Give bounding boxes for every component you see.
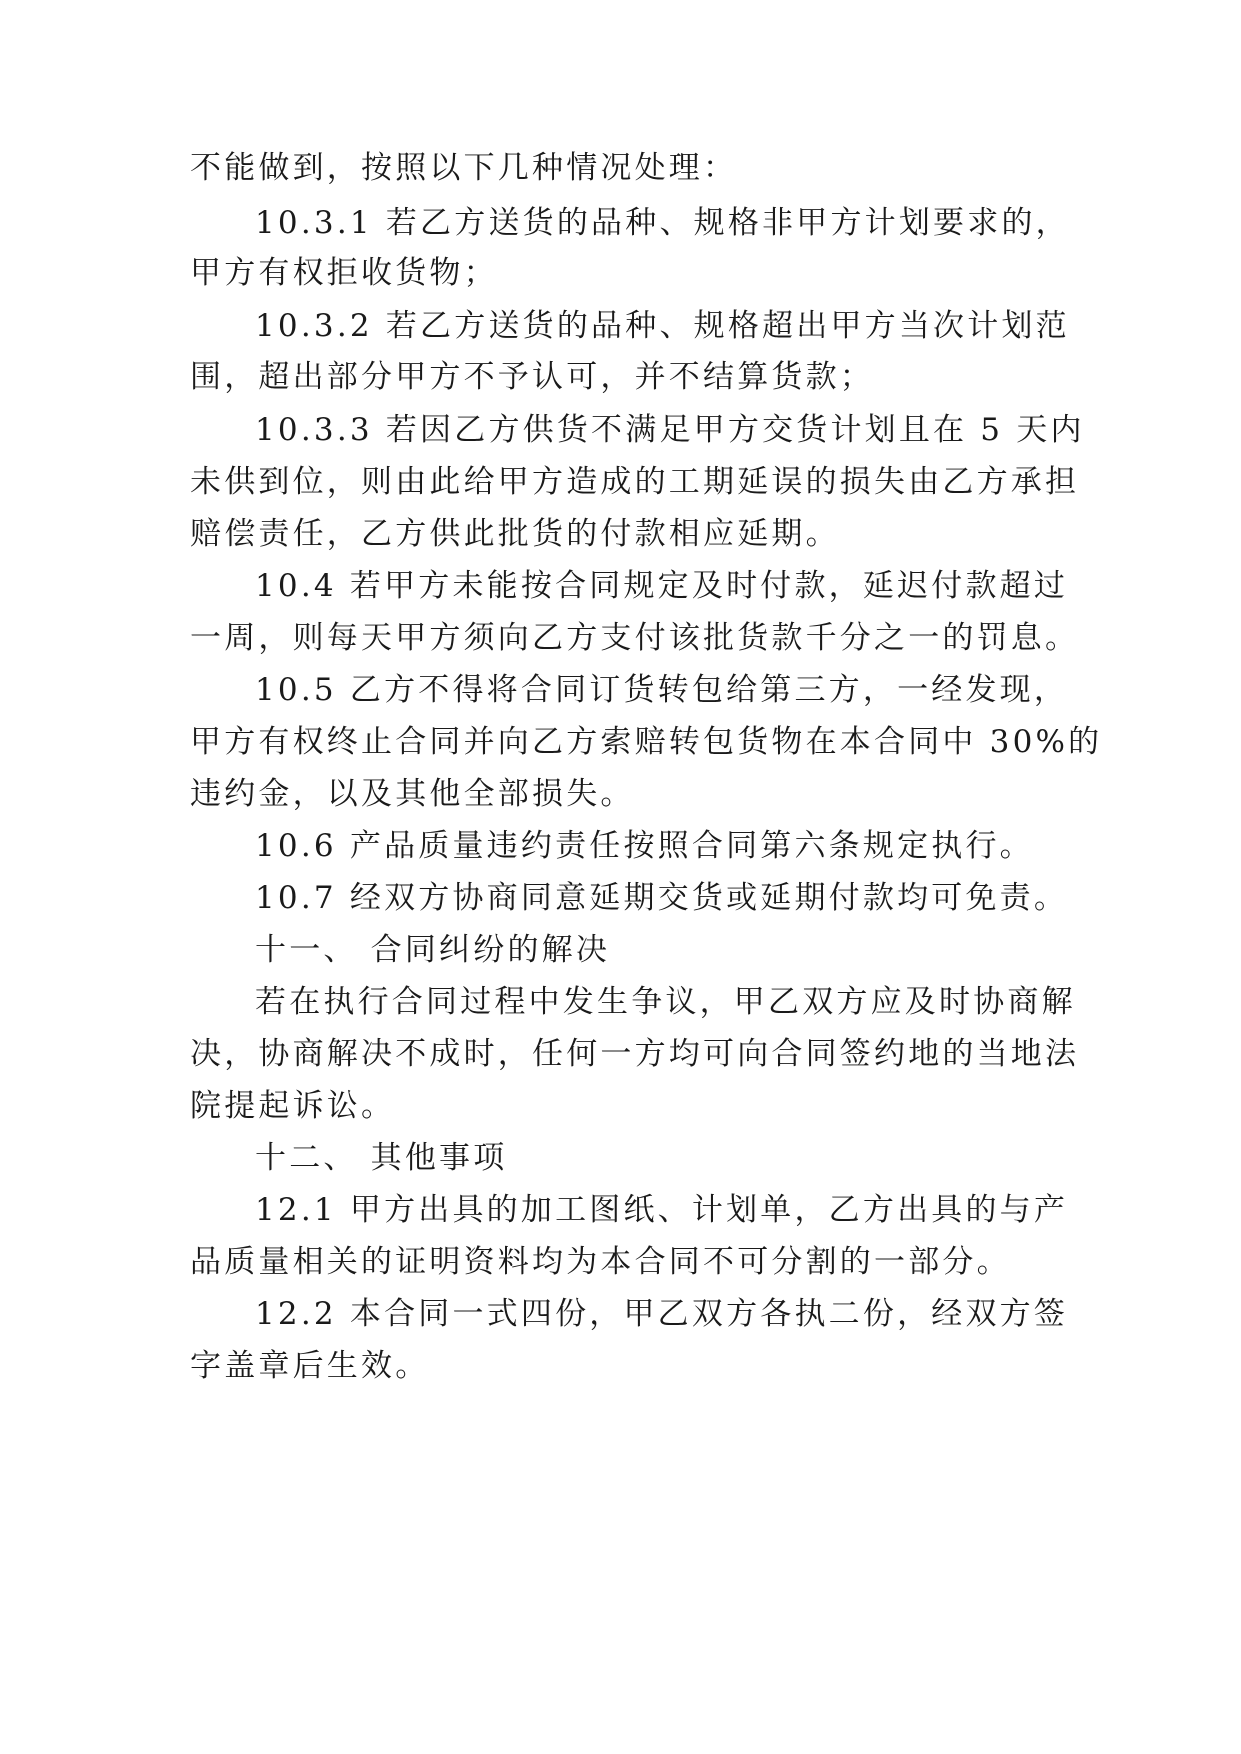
text-line: 10.3.3 若因乙方供货不满足甲方交货计划且在 5 天内 (255, 412, 1085, 448)
text-line: 10.5 乙方不得将合同订货转包给第三方，一经发现， (255, 672, 1069, 708)
section-heading: 十一、 合同纠纷的解决 (255, 932, 611, 968)
text-line: 12.1 甲方出具的加工图纸、计划单，乙方出具的与产 (255, 1192, 1069, 1228)
text-line: 若在执行合同过程中发生争议，甲乙双方应及时协商解 (255, 984, 1076, 1020)
text-line: 10.4 若甲方未能按合同规定及时付款，延迟付款超过 (255, 568, 1069, 604)
section-heading: 十二、 其他事项 (255, 1140, 508, 1176)
text-line: 未供到位，则由此给甲方造成的工期延误的损失由乙方承担 (190, 464, 1080, 500)
text-line: 甲方有权拒收货物； (190, 255, 498, 291)
text-line: 甲方有权终止合同并向乙方索赔转包货物在本合同中 30%的 (190, 724, 1103, 760)
text-line: 不能做到，按照以下几种情况处理： (190, 150, 738, 186)
text-line: 10.7 经双方协商同意延期交货或延期付款均可免责。 (255, 880, 1069, 916)
text-line: 围，超出部分甲方不予认可，并不结算货款； (190, 359, 874, 395)
text-line: 院提起诉讼。 (190, 1088, 396, 1124)
text-line: 违约金，以及其他全部损失。 (190, 776, 635, 812)
text-line: 一周，则每天甲方须向乙方支付该批货款千分之一的罚息。 (190, 620, 1080, 656)
text-line: 赔偿责任，乙方供此批货的付款相应延期。 (190, 516, 840, 552)
text-line: 品质量相关的证明资料均为本合同不可分割的一部分。 (190, 1244, 1011, 1280)
text-line: 12.2 本合同一式四份，甲乙双方各执二份，经双方签 (255, 1296, 1069, 1332)
text-line: 10.6 产品质量违约责任按照合同第六条规定执行。 (255, 828, 1034, 864)
text-line: 决，协商解决不成时，任何一方均可向合同签约地的当地法 (190, 1036, 1080, 1072)
text-line: 10.3.1 若乙方送货的品种、规格非甲方计划要求的， (255, 205, 1070, 241)
text-line: 10.3.2 若乙方送货的品种、规格超出甲方当次计划范 (255, 308, 1070, 344)
text-line: 字盖章后生效。 (190, 1348, 430, 1384)
